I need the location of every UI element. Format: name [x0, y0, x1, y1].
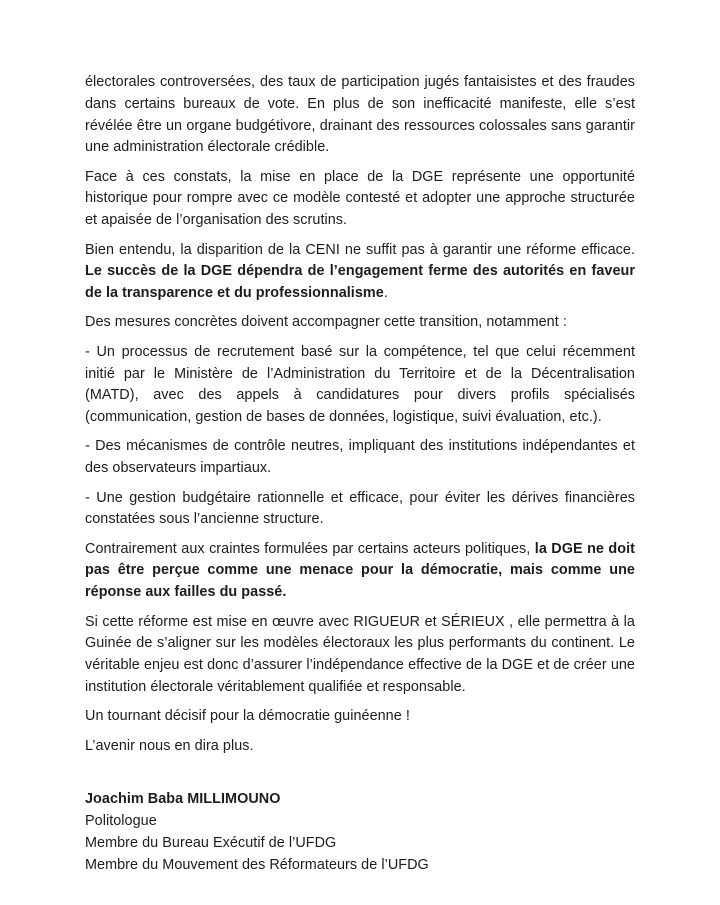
text-run: Face à ces constats, la mise en place de la DGE représente une opportunité historique pour rompre avec ce modèle contesté et adopter une approche structurée et apaisée de l’organisation des scrutins.: [85, 168, 635, 229]
paragraph-mesures-intro: [85, 312, 635, 334]
text-run: - Des mécanismes de contrôle neutres, impliquant des institutions indépendantes et des observateurs impartiaux.: [85, 438, 635, 477]
text-run: - Un processus de recrutement basé sur la compétence, tel que celui récemment initié par le Ministère de l’Administration du Territoire et de la Décentralisation (MATD), avec des appels à candidatures pour divers profils spécialisés (communication, gestion de bases de données, logistique, suivi évaluation, etc.).: [85, 343, 635, 426]
signature-title: [85, 811, 635, 833]
paragraph-rigueur-serieux: [85, 612, 635, 699]
text-run: Contrairement aux craintes formulées par certains acteurs politiques,: [85, 540, 535, 557]
paragraph-tournant: [85, 706, 635, 728]
list-item-recrutement: [85, 342, 635, 429]
signature-role-mouvement: [85, 855, 635, 877]
list-item-gestion-budgetaire: [85, 488, 635, 532]
bold-text-run: Le succès de la DGE dépendra de l’engagement ferme des autorités en faveur de la transparence et du professionnalisme: [85, 263, 635, 302]
paragraph-dge-opportunite: [85, 167, 635, 232]
text-run: Bien entendu, la disparition de la CENI ne suffit pas à garantir une réforme efficace.: [85, 241, 635, 258]
paragraph-reforme-efficace: [85, 240, 635, 305]
bold-text-run: la DGE ne doit pas être perçue comme une menace pour la démocratie, mais comme une réponse aux failles du passé.: [85, 540, 635, 601]
signature-role-bureau: [85, 833, 635, 855]
list-item-controle: [85, 436, 635, 480]
bold-text-run: Joachim Baba MILLIMOUNO: [85, 791, 281, 808]
text-run: Un tournant décisif pour la démocratie guinéenne !: [85, 708, 410, 725]
text-run: Membre du Bureau Exécutif de l’UFDG: [85, 834, 337, 851]
text-run: - Une gestion budgétaire rationnelle et efficace, pour éviter les dérives financières constatées sous l’ancienne structure.: [85, 489, 635, 528]
text-run: Si cette réforme est mise en œuvre avec RIGUEUR et SÉRIEUX , elle permettra à la Guinée de s’aligner sur les modèles électoraux les plus performants du continent. Le véritable enjeu est donc d’assurer l’indépendance effective de la DGE et de créer une institution électorale véritablement qualifiée et responsable.: [85, 613, 635, 695]
document-text: [85, 72, 635, 877]
paragraph-avenir: [85, 736, 635, 758]
paragraph-ceni-bilan: [85, 72, 635, 159]
text-run: Membre du Mouvement des Réformateurs de l’UFDG: [85, 856, 429, 873]
text-run: électorales controversées, des taux de participation jugés fantaisistes et des fraudes dans certains bureaux de vote. En plus de son inefficacité manifeste, elle s’est révélée être un organe budgétivore, drainant des ressources colossales sans garantir une administration électorale crédible.: [85, 74, 635, 156]
text-run: .: [383, 285, 388, 302]
text-run: Politologue: [85, 813, 157, 830]
signature-name: [85, 789, 635, 811]
paragraph-craintes: [85, 539, 635, 604]
text-run: L’avenir nous en dira plus.: [85, 737, 254, 754]
text-run: Des mesures concrètes doivent accompagner cette transition, notamment :: [85, 314, 567, 331]
